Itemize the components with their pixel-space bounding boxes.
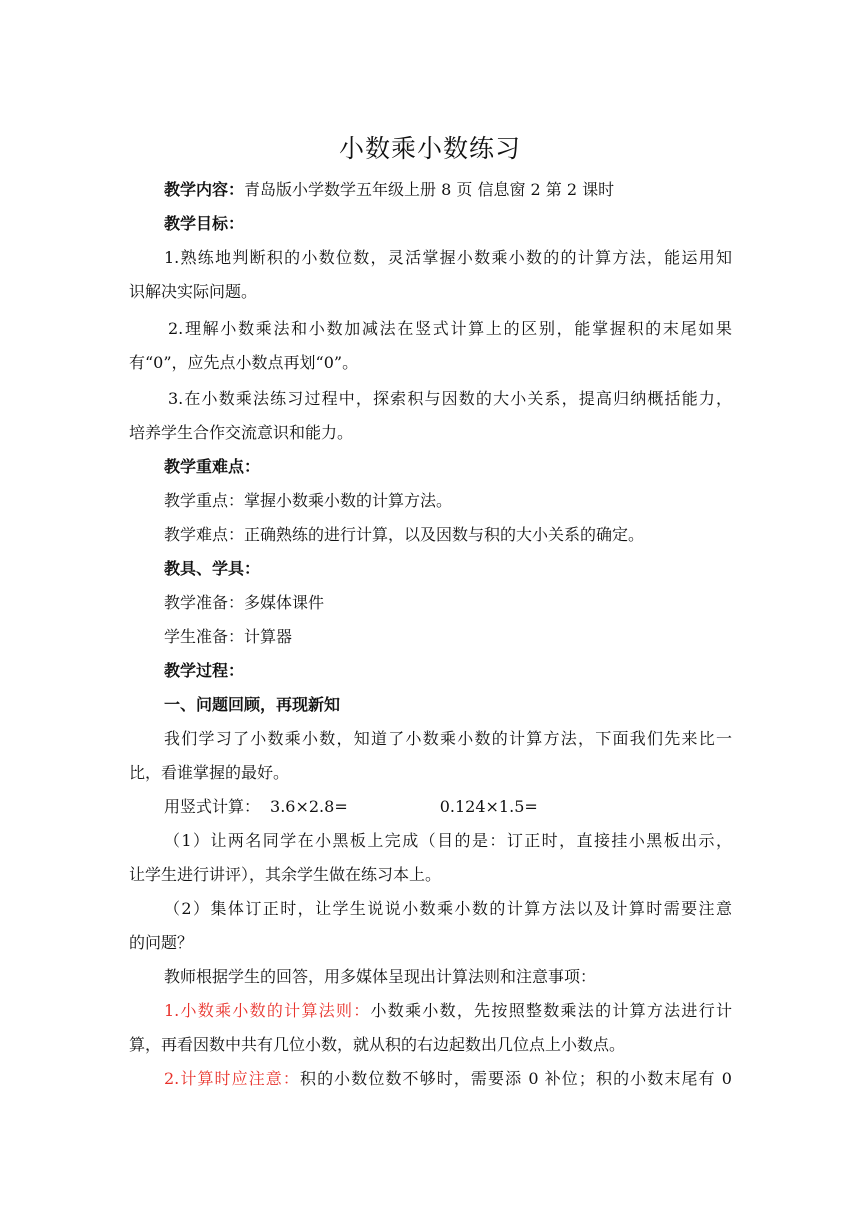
step-1-line-1: （1）让两名同学在小黑板上完成（目的是：订正时，直接挂小黑板出示，: [164, 831, 732, 850]
rule-2-text: 积的小数位数不够时，需要添 0 补位；积的小数末尾有 0: [300, 1069, 732, 1088]
teaching-process-heading: 教学过程：: [164, 661, 245, 680]
teacher-prep-line: 教学准备：多媒体课件: [164, 593, 325, 612]
step-2-line-2: 的问题？: [129, 933, 194, 952]
goal-1-line-2: 识解决实际问题。: [129, 282, 258, 301]
goal-3-line-2: 培养学生合作交流意识和能力。: [129, 423, 354, 442]
student-prep-line: 学生准备：计算器: [164, 627, 293, 646]
teaching-goals-heading: 教学目标：: [164, 214, 245, 233]
rule-2-line-1: [164, 1069, 732, 1089]
rule-1-label: 1.小数乘小数的计算法则：: [164, 1001, 371, 1020]
paragraph-1-line-1: 我们学习了小数乘小数，知道了小数乘小数的计算方法，下面我们先来比一: [164, 729, 732, 748]
calc-problem-2: 0.124×1.5=: [439, 797, 538, 816]
rule-1-line-2: 算，再看因数中共有几位小数，就从积的右边起数出几位点上小数点。: [129, 1035, 626, 1054]
teaching-content-label: 教学内容：: [164, 180, 245, 199]
teaching-content-text: 青岛版小学数学五年级上册 8 页 信息窗 2 第 2 课时: [244, 180, 615, 199]
difficulty-line: 教学难点：正确熟练的进行计算，以及因数与积的大小关系的确定。: [164, 525, 645, 544]
rule-1-text: 小数乘小数，先按照整数乘法的计算方法进行计: [370, 1001, 732, 1020]
vertical-calc-line: [164, 797, 767, 817]
teacher-show-line: 教师根据学生的回答，用多媒体呈现出计算法则和注意事项：: [164, 967, 597, 986]
rule-1-line-1: [164, 1001, 732, 1021]
vertical-calc-label: 用竖式计算：: [164, 797, 261, 816]
step-1-line-2: 让学生进行讲评），其余学生做在练习本上。: [129, 865, 442, 884]
goal-2-line-2: 有“0”，应先点小数点再划“0”。: [129, 353, 359, 372]
section-1-heading: 一、问题回顾，再现新知: [164, 695, 341, 714]
step-2-line-1: （2）集体订正时，让学生说说小数乘小数的计算方法以及计算时需要注意: [164, 899, 732, 918]
rule-2-label: 2.计算时应注意：: [164, 1069, 300, 1088]
key-difficult-points-heading: 教学重难点：: [164, 457, 261, 476]
goal-3-line-1: 3.在小数乘法练习过程中，探索积与因数的大小关系，提高归纳概括能力，: [168, 389, 732, 408]
tools-heading: 教具、学具：: [164, 559, 261, 578]
goal-2-line-1: 2.理解小数乘法和小数加减法在竖式计算上的区别，能掌握积的末尾如果: [168, 319, 732, 338]
key-point-line: 教学重点：掌握小数乘小数的计算方法。: [164, 491, 453, 510]
paragraph-1-line-2: 比，看谁掌握的最好。: [129, 763, 290, 782]
page-title: 小数乘小数练习: [338, 134, 521, 163]
teaching-content-line: [164, 180, 767, 200]
calc-problem-1: 3.6×2.8=: [270, 797, 348, 816]
goal-1-line-1: 1.熟练地判断积的小数位数，灵活掌握小数乘小数的的计算方法，能运用知: [164, 248, 732, 267]
